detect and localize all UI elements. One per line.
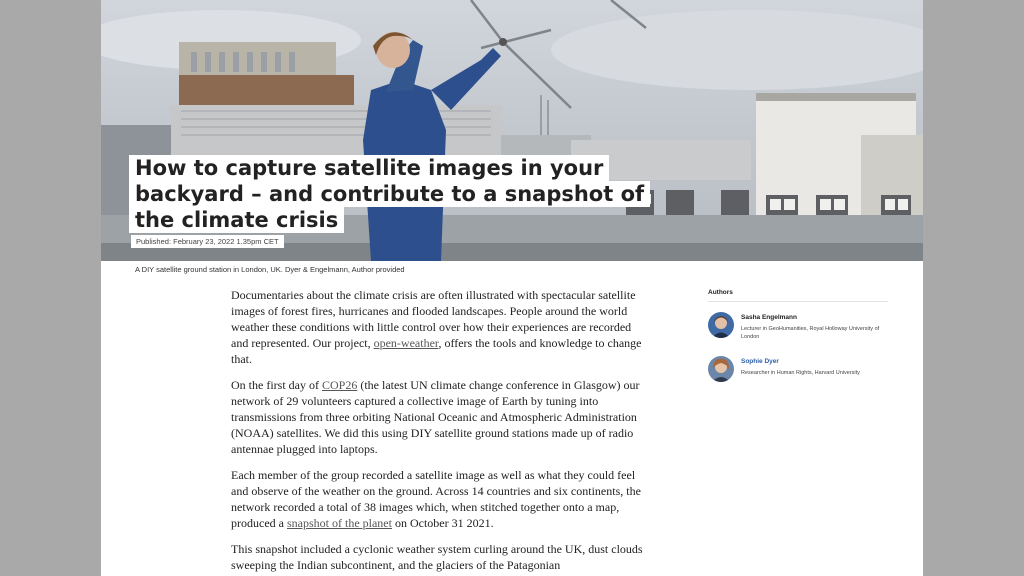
snapshot-link[interactable]: snapshot of the planet — [286, 516, 392, 530]
avatar[interactable] — [708, 356, 734, 382]
paragraph-text: On the first day of — [231, 378, 322, 392]
authors-heading: Authors — [708, 289, 888, 302]
paragraph — [231, 377, 646, 457]
article-headline — [129, 155, 650, 233]
paragraph-text: , offers the tools and knowledge to change that. — [231, 336, 642, 366]
headline-line-3: the climate crisis — [129, 207, 344, 233]
headline-line-2: backyard – and contribute to a snapshot of — [129, 181, 650, 207]
cop26-link[interactable]: COP26 — [321, 378, 358, 392]
author-card[interactable] — [708, 310, 888, 346]
author-name[interactable]: Sophie Dyer — [741, 358, 779, 365]
paragraph — [231, 541, 646, 573]
author-name[interactable]: Sasha Engelmann — [741, 314, 797, 321]
paragraph-text: Each member of the group recorded a satellite image as well as what they could feel and observe of the weather on the ground. Across 14 countries and six continents, the network recorded a total of 38 images which, when stitched together onto a map, produced a — [231, 468, 641, 530]
paragraph-text: (the latest UN climate change conference in Glasgow) our network of 29 volunteers captured a collective image of Earth by tuning into transmissions from three orbiting National Oceanic and Atmospheric Administration (NOAA) satellites. We did this using DIY satellite ground stations made up of radio antennae plugged into laptops. — [231, 378, 640, 456]
hero-image — [101, 0, 923, 261]
author-role: Researcher in Human Rights, Harvard University — [741, 370, 860, 376]
published-date: Published: February 23, 2022 1.35pm CET — [131, 235, 284, 248]
paragraph — [231, 467, 646, 531]
image-caption: A DIY satellite ground station in London, UK. Dyer & Engelmann, Author provided — [135, 265, 405, 274]
article-body — [231, 287, 646, 576]
article-page — [101, 0, 923, 576]
author-role: Lecturer in GeoHumanities, Royal Holloway University of London — [741, 326, 880, 340]
open-weather-link[interactable]: open-weather — [373, 336, 439, 350]
paragraph-text: on October 31 2021. — [391, 516, 494, 530]
avatar[interactable] — [708, 312, 734, 338]
paragraph-text: Documentaries about the climate crisis are often illustrated with spectacular satellite images of forest fires, hurricanes and flooded landscapes. People around the world weather these conditions with little control over how their experiences are recorded and represented. Our project, — [231, 288, 636, 350]
paragraph-text: This snapshot included a cyclonic weather system curling around the UK, dust clouds sweeping the Indian subcontinent, and the glaciers of the Patagonian — [231, 542, 643, 572]
author-card[interactable] — [708, 354, 888, 390]
authors-panel — [708, 289, 888, 390]
paragraph — [231, 287, 646, 367]
headline-line-1: How to capture satellite images in your — [129, 155, 609, 181]
